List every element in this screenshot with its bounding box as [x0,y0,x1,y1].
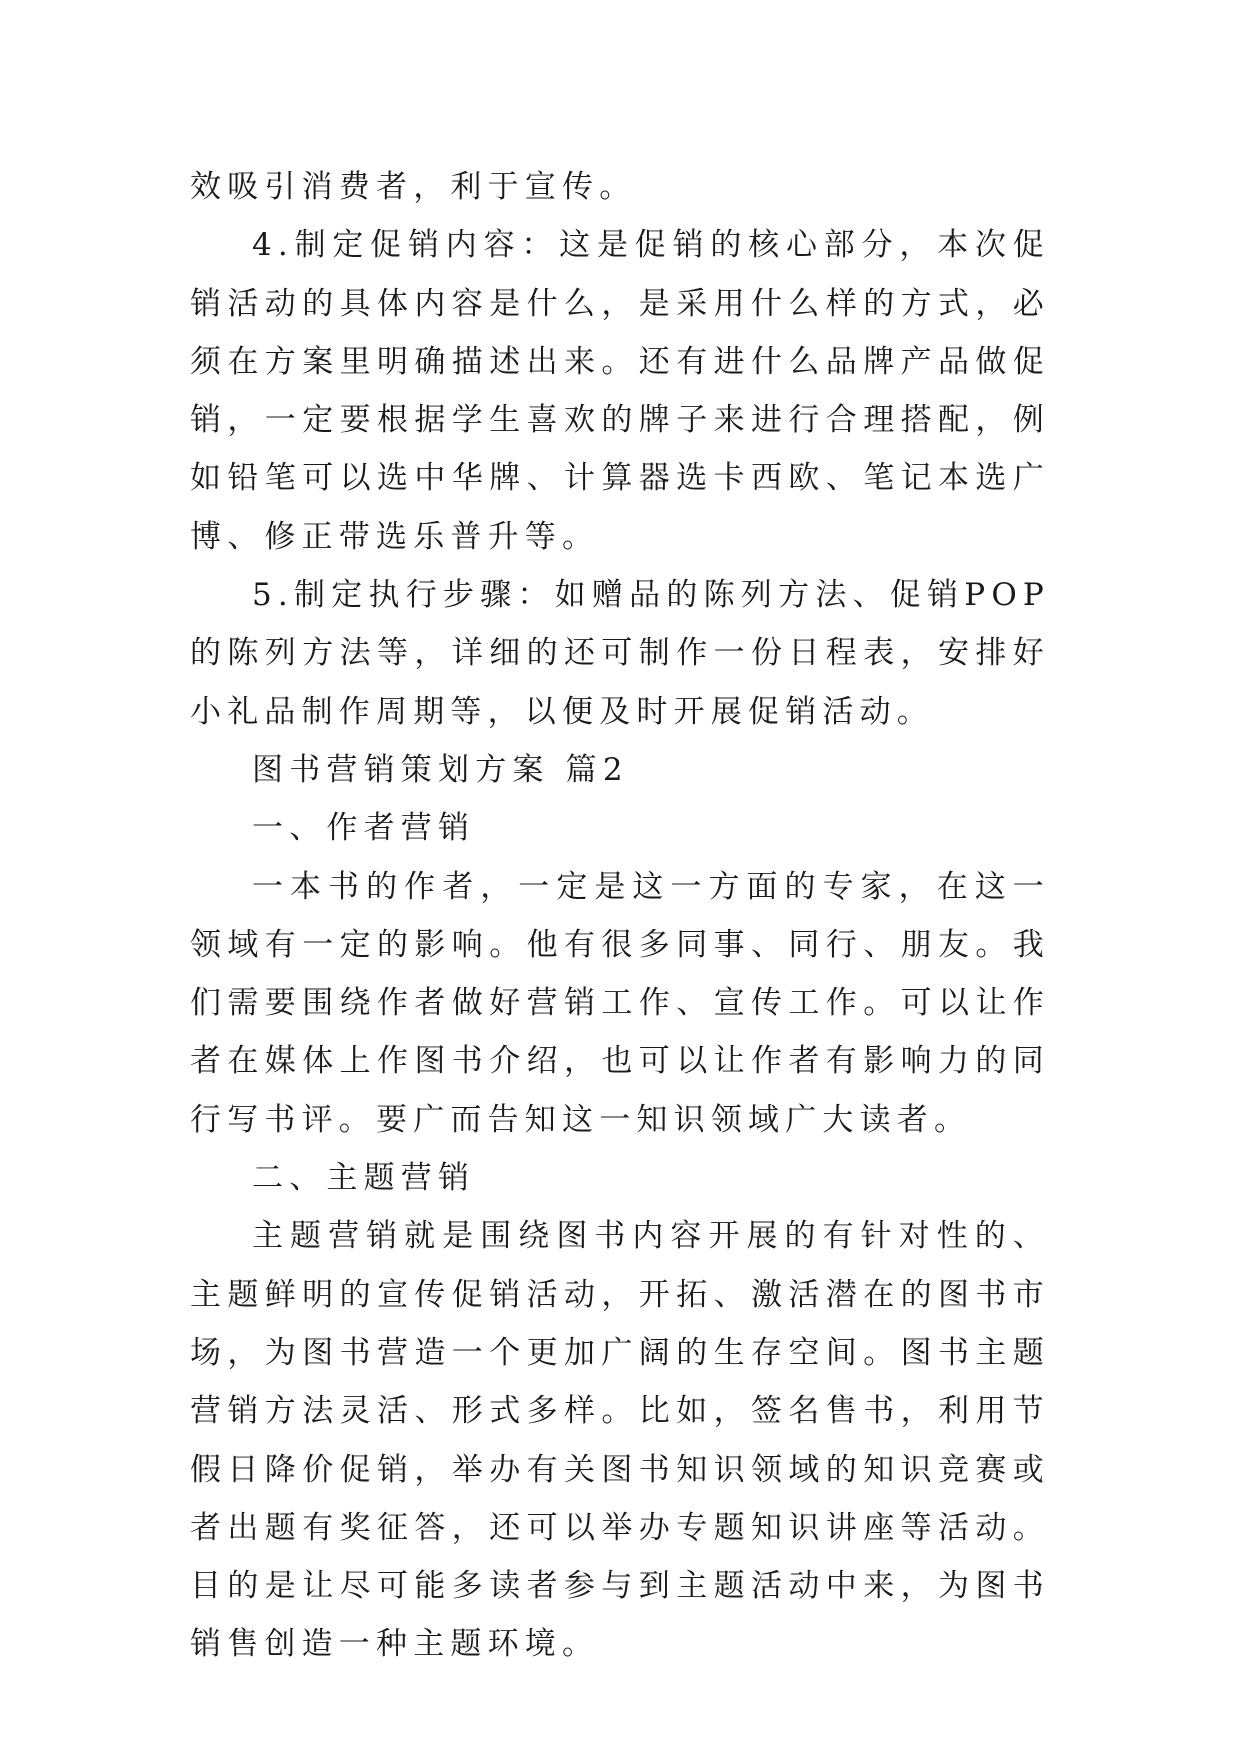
section-title: 图书营销策划方案 篇2 [252,751,629,788]
paragraph-item-5: 5.制定执行步骤：如赠品的陈列方法、促销POP的陈列方法等，详细的还可制作一份日程表，安排好小礼品制作周期等，以便及时开展促销活动。 [190,577,1050,730]
paragraph-item-4: 4.制定促销内容：这是促销的核心部分，本次促销活动的具体内容是什么，是采用什么样的方式，必须在方案里明确描述出来。还有进什么品牌产品做促销，一定要根据学生喜欢的牌子来进行合理搭配，例如铅笔可以选中华牌、计算器选卡西欧、笔记本选广博、修正带选乐普升等。 [190,227,1050,555]
paragraph-author-marketing: 一本书的作者，一定是这一方面的专家，在这一领域有一定的影响。他有很多同事、同行、朋友。我们需要围绕作者做好营销工作、宣传工作。可以让作者在媒体上作图书介绍，也可以让作者有影响力的同行写书评。要广而告知这一知识领域广大读者。 [190,868,1050,1138]
document-body [190,158,1050,1674]
paragraph-continuation: 效吸引消费者，利于宣传。 [190,169,637,205]
heading-author-marketing: 一、作者营销 [252,810,476,847]
paragraph-theme-marketing: 主题营销就是围绕图书内容开展的有针对性的、主题鲜明的宣传促销活动，开拓、激活潜在的图书市场，为图书营造一个更加广阔的生存空间。图书主题营销方法灵活、形式多样。比如，签名售书，利用节假日降价促销，举办有关图书知识领域的知识竞赛或者出题有奖征答，还可以举办专题知识讲座等活动。目的是让尽可能多读者参与到主题活动中来，为图书销售创造一种主题环境。 [190,1218,1050,1663]
heading-theme-marketing: 二、主题营销 [252,1160,476,1197]
